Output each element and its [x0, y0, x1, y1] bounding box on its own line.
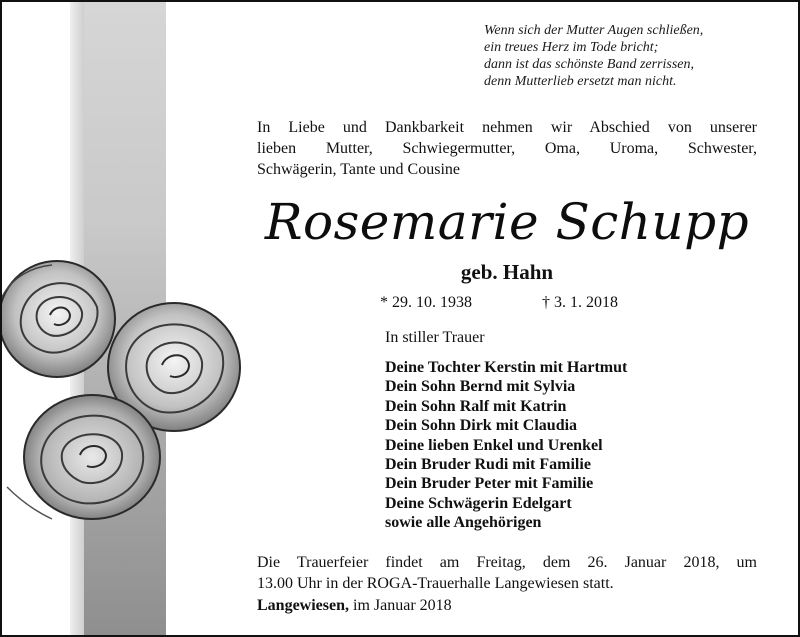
poem	[484, 22, 784, 90]
mourner: Dein Bruder Rudi mit Familie	[385, 456, 591, 474]
service-line: Die Trauerfeier findet am Freitag, dem 26. Januar 2018, um	[257, 554, 757, 571]
place-name: Langewiesen,	[257, 597, 349, 614]
mourner: Dein Sohn Bernd mit Sylvia	[385, 378, 576, 396]
born-name: geb. Hahn	[460, 260, 554, 284]
mourner: Deine lieben Enkel und Urenkel	[385, 436, 603, 454]
intro-line: lieben Mutter, Schwiegermutter, Oma, Uroma, Schwester,	[257, 140, 757, 157]
intro-line: In Liebe und Dankbarkeit nehmen wir Abschied von unserer	[257, 119, 757, 136]
intro-text	[257, 117, 757, 180]
death-date: † 3. 1. 2018	[542, 294, 618, 311]
deceased-name: Rosemarie Schupp	[264, 193, 750, 251]
intro-line: Schwägerin, Tante und Cousine	[257, 161, 460, 178]
poem-line: ein treues Herz im Tode bricht;	[484, 40, 659, 55]
birth-date: * 29. 10. 1938	[380, 294, 472, 311]
mourning-header: In stiller Trauer	[385, 329, 485, 346]
roses-image	[2, 257, 242, 527]
mourner: sowie alle Angehörigen	[385, 514, 542, 532]
mourner: Deine Tochter Kerstin mit Hartmut	[385, 359, 628, 376]
poem-line: Wenn sich der Mutter Augen schließen,	[484, 23, 704, 38]
mourner: Dein Sohn Ralf mit Katrin	[385, 397, 567, 415]
service-line: 13.00 Uhr in der ROGA-Trauerhalle Langewiesen statt.	[257, 575, 614, 592]
mourners-list	[385, 358, 627, 533]
place-date	[257, 597, 452, 615]
poem-line: denn Mutterlieb ersetzt man nicht.	[484, 74, 677, 89]
service-info	[257, 552, 757, 594]
poem-line: dann ist das schönste Band zerrissen,	[484, 57, 694, 72]
date-line: im Januar 2018	[349, 597, 452, 614]
mourner: Dein Bruder Peter mit Familie	[385, 475, 594, 493]
mourner: Dein Sohn Dirk mit Claudia	[385, 417, 578, 435]
mourner: Deine Schwägerin Edelgart	[385, 494, 572, 512]
